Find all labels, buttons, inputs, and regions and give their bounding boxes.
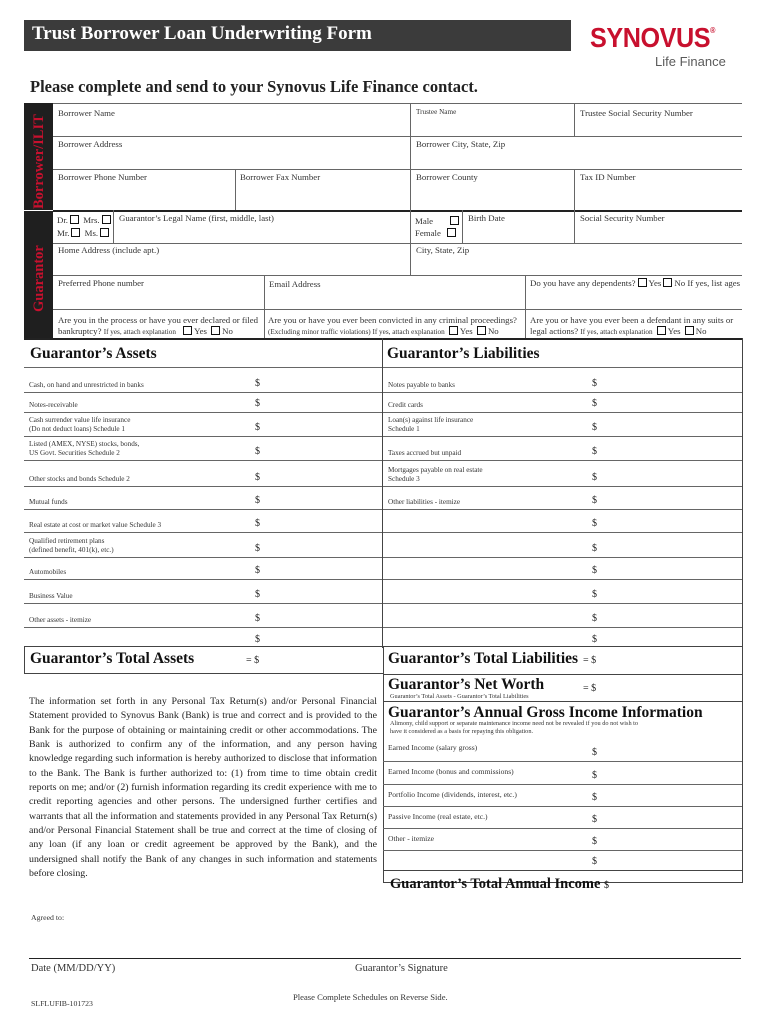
borrower-address-field[interactable]: Borrower Address (58, 139, 123, 149)
row-label: Passive Income (real estate, etc.) (388, 812, 488, 821)
amount-field[interactable]: $ (592, 747, 597, 758)
tax-id-field[interactable]: Tax ID Number (580, 172, 636, 182)
net-worth-label: Guarantor’s Net Worth (388, 676, 545, 693)
total-assets-value[interactable]: = $ (246, 655, 260, 666)
row-label: Loan(s) against life insurance Schedule 1 (388, 416, 474, 433)
amount-field[interactable]: $ (592, 589, 597, 600)
borrower-fax-field[interactable]: Borrower Fax Number (240, 172, 321, 182)
instruction-text: Please complete and send to your Synovus Life Finance contact. (30, 77, 478, 96)
amount-field[interactable]: $ (255, 589, 260, 600)
row-label: Earned Income (bonus and commissions) (388, 767, 514, 776)
signature-line[interactable] (29, 958, 741, 959)
liabilities-heading: Guarantor’s Liabilities (387, 345, 540, 362)
row-label: Listed (AMEX, NYSE) stocks, bonds, US Govt. Securities Schedule 2 (29, 440, 140, 457)
female-checkbox[interactable] (447, 228, 456, 237)
amount-field[interactable]: $ (255, 398, 260, 409)
amount-field[interactable]: $ (255, 378, 260, 389)
synovus-logo: SYNOVUS® (590, 22, 715, 53)
total-liabilities-value[interactable]: = $ (583, 655, 597, 666)
amount-field[interactable]: $ (592, 770, 597, 781)
borrower-phone-field[interactable]: Borrower Phone Number (58, 172, 147, 182)
amount-field[interactable]: $ (592, 495, 597, 506)
assets-heading: Guarantor’s Assets (30, 345, 157, 362)
net-worth-formula: Guarantor’s Total Assets - Guarantor’s Total Liabilities (390, 693, 529, 700)
row-label: Cash, on hand and unrestricted in banks (29, 381, 144, 389)
guarantor-side-tab: Guarantor (24, 211, 53, 338)
amount-field[interactable]: $ (255, 495, 260, 506)
amount-field[interactable]: $ (592, 446, 597, 457)
suits-no-checkbox[interactable] (685, 326, 694, 335)
amount-field[interactable]: $ (255, 634, 260, 645)
agreed-to-label: Agreed to: (31, 913, 65, 922)
amount-field[interactable]: $ (255, 543, 260, 554)
amount-field[interactable]: $ (592, 836, 597, 847)
title-checkboxes[interactable]: Dr. Mrs. Mr. Ms. (57, 214, 113, 240)
suits-yes-checkbox[interactable] (657, 326, 666, 335)
amount-field[interactable]: $ (592, 422, 597, 433)
amount-field[interactable]: $ (255, 446, 260, 457)
dependents-no-checkbox[interactable] (663, 278, 672, 287)
row-label: Mortgages payable on real estate Schedule 3 (388, 466, 483, 483)
dependents-yes-checkbox[interactable] (638, 278, 647, 287)
mrs-checkbox[interactable] (102, 215, 111, 224)
amount-field[interactable]: $ (255, 422, 260, 433)
amount-field[interactable]: $ (592, 378, 597, 389)
borrower-county-field[interactable]: Borrower County (416, 172, 478, 182)
suits-question[interactable]: Are you or have you ever been a defendant in any suits or legal actions? If yes, attach explanation Yes No (530, 315, 734, 336)
bankruptcy-question[interactable]: Are you in the process or have you ever declared or filed bankruptcy? If yes, attach explanation Yes No (58, 315, 259, 336)
form-title: Trust Borrower Loan Underwriting Form (24, 20, 571, 51)
form-code: SLFLUFIB-101723 (31, 999, 93, 1008)
dr-checkbox[interactable] (70, 215, 79, 224)
amount-field[interactable]: $ (592, 472, 597, 483)
dependents-question[interactable]: Do you have any dependents? Yes No If yes, list ages (530, 278, 741, 288)
row-label: Automobiles (29, 568, 67, 576)
bankruptcy-yes-checkbox[interactable] (183, 326, 192, 335)
trustee-name-field[interactable]: Trustee Name (416, 108, 457, 116)
row-label: Other liabilities - itemize (388, 498, 461, 506)
row-label: Cash surrender value life insurance (Do not deduct loans) Schedule 1 (29, 416, 131, 433)
preferred-phone-field[interactable]: Preferred Phone number (58, 278, 144, 288)
row-label: Other stocks and bonds Schedule 2 (29, 475, 130, 483)
row-label: Credit cards (388, 401, 423, 409)
row-label: Taxes accrued but unpaid (388, 449, 462, 457)
signature-label: Guarantor’s Signature (355, 963, 448, 974)
amount-field[interactable]: $ (592, 565, 597, 576)
borrower-side-tab: Borrower/ILIT (24, 103, 53, 210)
guarantor-ssn-field[interactable]: Social Security Number (580, 213, 665, 223)
amount-field[interactable]: $ (592, 518, 597, 529)
amount-field[interactable]: $ (592, 856, 597, 867)
guarantor-legal-name-field[interactable]: Guarantor’s Legal Name (first, middle, last) (119, 213, 274, 223)
amount-field[interactable]: $ (592, 634, 597, 645)
borrower-city-state-zip-field[interactable]: Borrower City, State, Zip (416, 139, 506, 149)
criminal-question[interactable]: Are you or have you ever been convicted in any criminal proceedings? (Excluding minor traffic violations) If yes, attach explanation Yes No (268, 315, 517, 336)
row-label: Qualified retirement plans (defined benefit, 401(k), etc.) (29, 537, 114, 554)
criminal-yes-checkbox[interactable] (449, 326, 458, 335)
row-label: Real estate at cost or market value Schedule 3 (29, 521, 162, 529)
row-label: Notes payable to banks (388, 381, 455, 389)
borrower-name-field[interactable]: Borrower Name (58, 108, 115, 118)
amount-field[interactable]: $ (592, 398, 597, 409)
date-label: Date (MM/DD/YY) (31, 963, 116, 974)
row-label: Earned Income (salary gross) (388, 743, 478, 752)
male-checkbox[interactable] (450, 216, 459, 225)
mr-checkbox[interactable] (71, 228, 80, 237)
row-label: Mutual funds (29, 498, 68, 506)
amount-field[interactable]: $ (255, 613, 260, 624)
row-label: Other - itemize (388, 834, 434, 843)
net-worth-value[interactable]: = $ (583, 683, 597, 694)
schedules-note: Please Complete Schedules on Reverse Side. (293, 992, 448, 1002)
amount-field[interactable]: $ (255, 565, 260, 576)
email-field[interactable]: Email Address (269, 279, 321, 289)
logo-subtitle: Life Finance (655, 54, 726, 69)
income-heading: Guarantor’s Annual Gross Income Information (388, 704, 703, 721)
total-liabilities-label: Guarantor’s Total Liabilities (388, 650, 579, 667)
trustee-ssn-field[interactable]: Trustee Social Security Number (580, 108, 693, 118)
total-income-label: Guarantor’s Total Annual Income $ (390, 876, 610, 892)
gender-checkboxes[interactable]: Male Female (415, 215, 461, 239)
home-address-field[interactable]: Home Address (include apt.) (58, 245, 160, 255)
disclosure-paragraph: The information set forth in any Personal Tax Return(s) and/or Personal Financial Statement provided to Synovus Bank (Bank) is true and correct and is provided to the Bank for the purpose of obtaining or maintaining credit or other accommodations. The Bank is authorized to confirm any of the information, and any person having knowledge regarding such information is hereby authorized to disclose that information to the Bank. The Bank is further authorized to: (1) from time to time obtain credit reports on me; and/or (2) furnish information regarding its credit experience with me to credit reporting agencies and other persons. The undersigned further certifies and warrants that all the information and statements provided in any Personal Tax Return(s) and/or Personal Financial Statement shall be true and correct at the time of closing of any loan (if any loan or credit agreement be approved by the Bank), and the undersigned shall notify the Bank of any changes in such information and statements before closing. (29, 696, 377, 880)
amount-field[interactable]: $ (592, 814, 597, 825)
ms-checkbox[interactable] (100, 228, 109, 237)
row-label: Portfolio Income (dividends, interest, etc.) (388, 790, 517, 799)
total-income-value[interactable]: $ (604, 880, 610, 891)
amount-field[interactable]: $ (592, 792, 597, 803)
total-assets-label: Guarantor’s Total Assets (30, 650, 195, 667)
row-label: Business Value (29, 592, 73, 600)
row-label: Other assets - itemize (29, 616, 92, 624)
amount-field[interactable]: $ (592, 613, 597, 624)
birth-date-field[interactable]: Birth Date (468, 213, 505, 223)
amount-field[interactable]: $ (255, 472, 260, 483)
row-label: Notes-receivable (29, 401, 78, 409)
amount-field[interactable]: $ (255, 518, 260, 529)
income-note: Alimony, child support or separate maintenance income need not be revealed if you do not wish to have it considered as a basis for repaying this obligation. (390, 720, 639, 735)
criminal-no-checkbox[interactable] (477, 326, 486, 335)
bankruptcy-no-checkbox[interactable] (211, 326, 220, 335)
guarantor-city-state-zip-field[interactable]: City, State, Zip (416, 245, 470, 255)
amount-field[interactable]: $ (592, 543, 597, 554)
